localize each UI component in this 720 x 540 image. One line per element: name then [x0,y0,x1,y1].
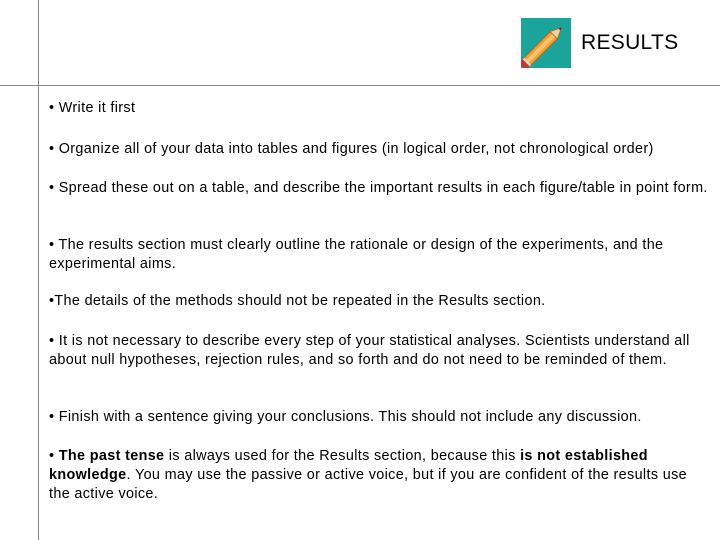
bullet-statistics: • It is not necessary to describe every step of your statistical analyses. Scientists understand all about null hypotheses, rejection rules, and so forth and do not need to be reminded of them. [49,333,690,368]
past-tense-bold: The past tense [58,448,165,464]
bullet-past-tense [49,447,709,504]
bullet-spread-out: • Spread these out on a table, and describe the important results in each figure/table in point form. [49,180,708,196]
past-tense-mid: is always used for the Results section, because this [164,448,521,464]
not-established-bold: is not established knowledge [49,448,648,483]
bullet-methods: •The details of the methods should not be repeated in the Results section. [49,293,546,309]
vertical-divider [38,0,39,540]
horizontal-divider [0,85,720,86]
bullet-conclusions: • Finish with a sentence giving your conclusions. This should not include any discussion. [49,409,642,425]
past-tense-suffix: . You may use the passive or active voice, but if you are confident of the results use the active voice. [49,467,687,502]
past-tense-prefix: • [49,448,59,464]
bullet-organize-data: • Organize all of your data into tables and figures (in logical order, not chronological order) [49,141,654,157]
bullet-write-first: • Write it first [49,100,136,116]
bullet-rationale: • The results section must clearly outline the rationale or design of the experiments, and the experimental aims. [49,237,664,272]
pencil-icon [521,18,571,68]
slide-title: RESULTS [581,31,679,54]
